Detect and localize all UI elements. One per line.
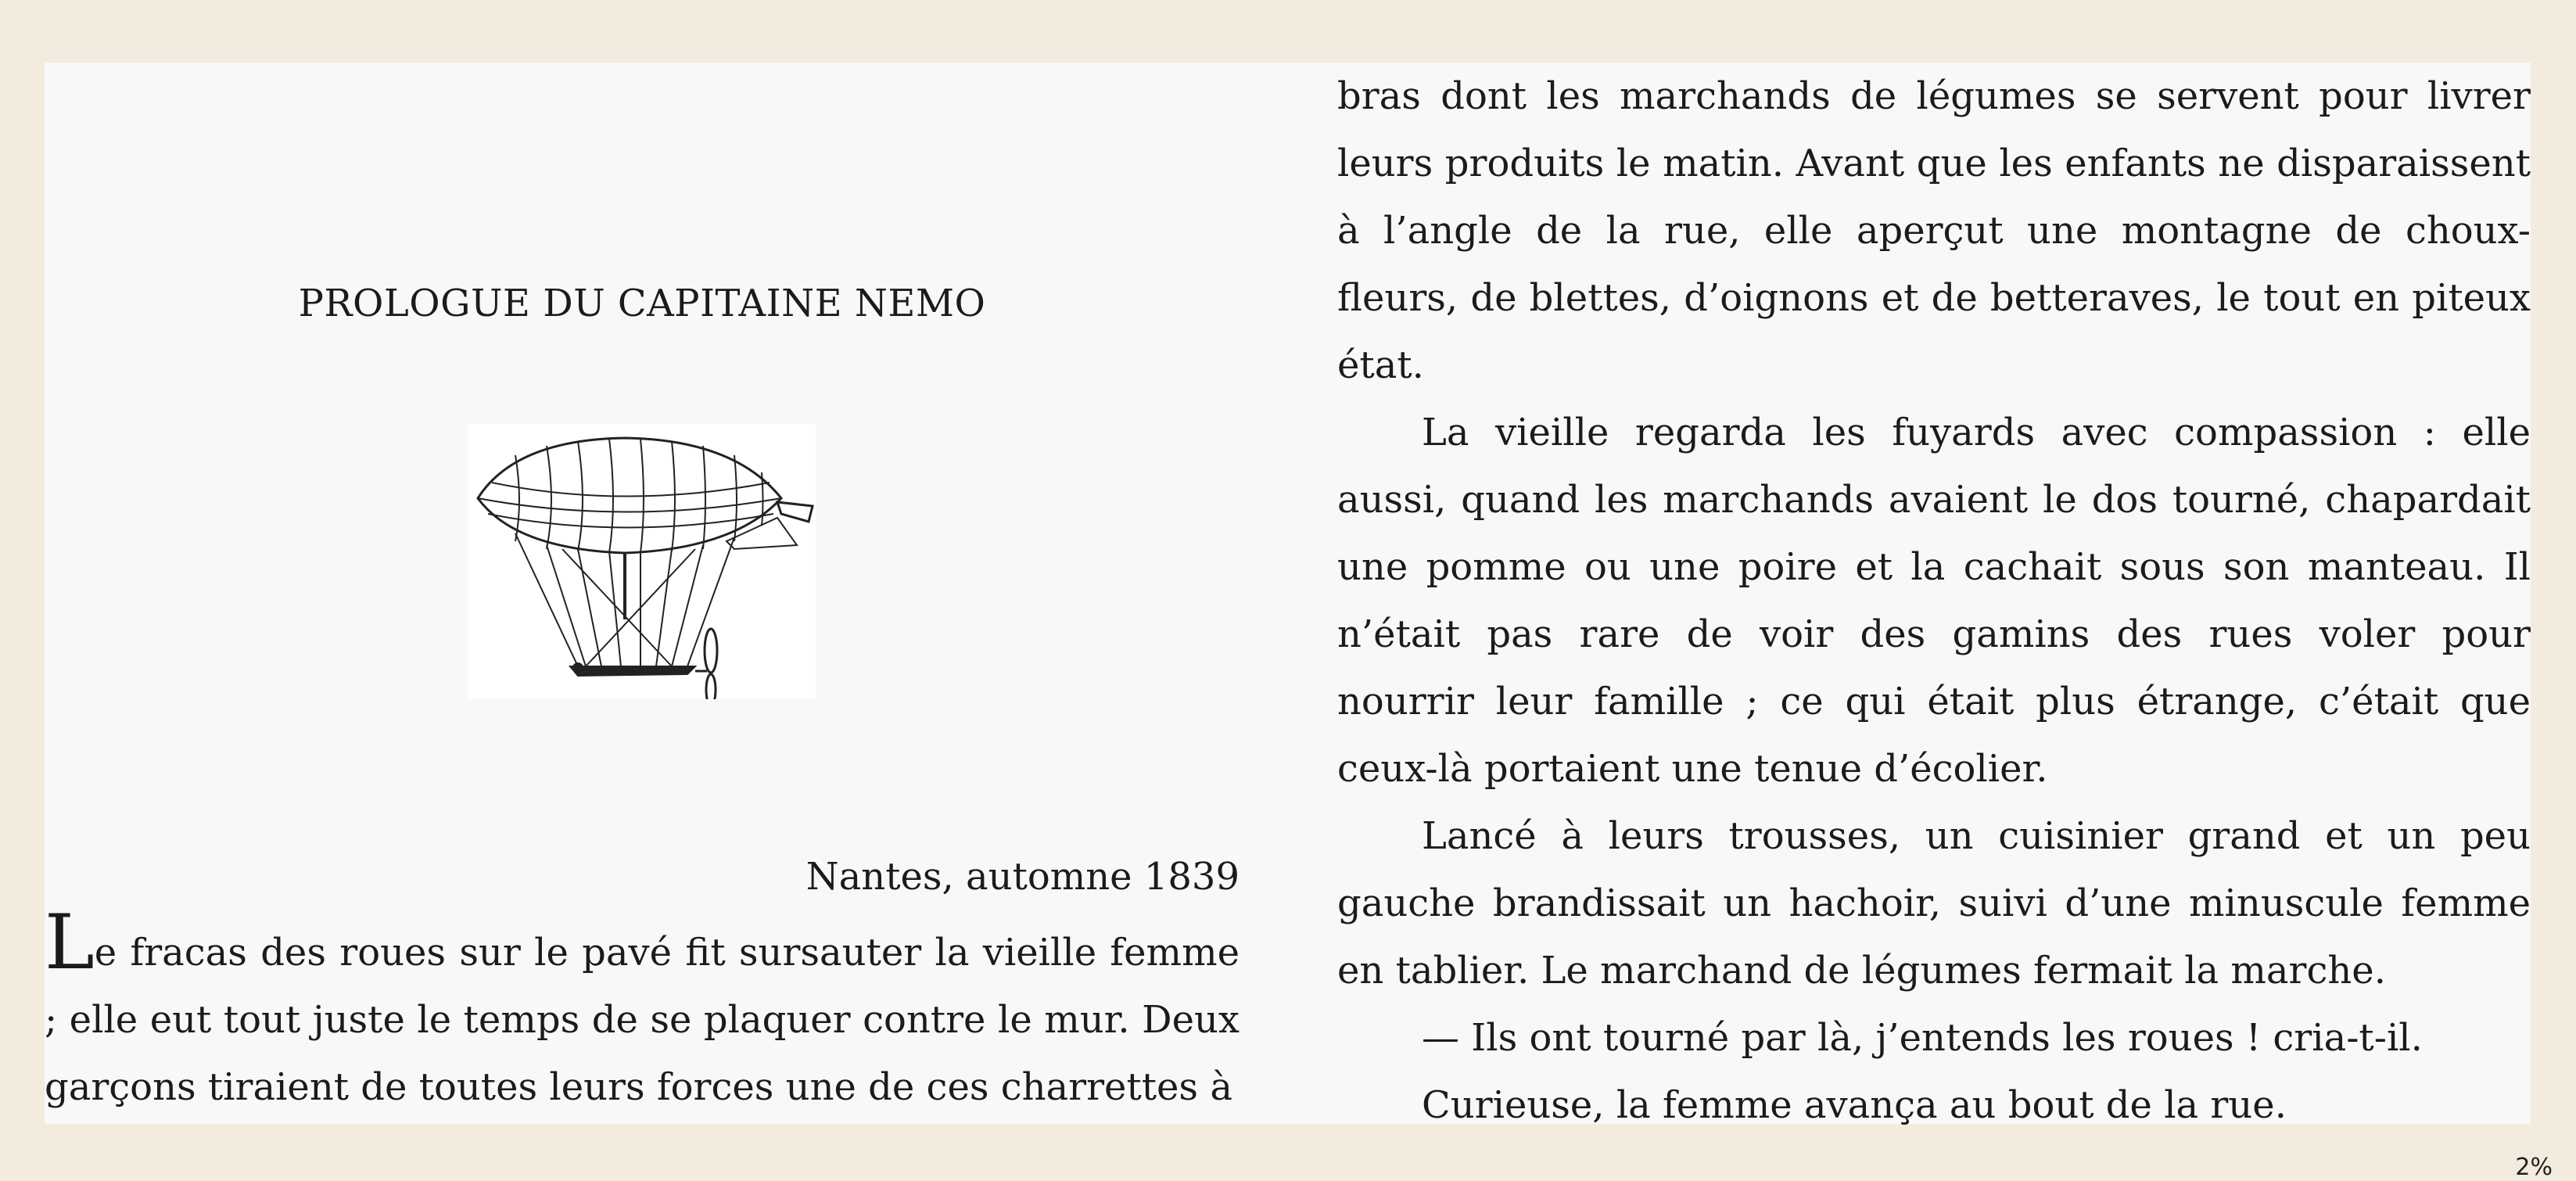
paragraph-continuation: bras dont les marchands de légumes se servent pour livrer leurs produits le matin. Avant que les enfants ne disparaissent à l’angle de la rue, elle aperçut une montagne de choux-fleurs, de blettes, d’oignons et de betteraves, le tout en piteux état. bbox=[1337, 74, 2531, 387]
right-column bbox=[1337, 63, 2531, 1127]
dialogue-line: — Ils ont tourné par là, j’entends les roues ! cria-t-il. bbox=[1422, 1016, 2423, 1060]
chapter-title: PROLOGUE DU CAPITAINE NEMO bbox=[298, 282, 986, 325]
reader-page bbox=[45, 63, 2531, 1127]
paragraph: Curieuse, la femme avança au bout de la rue. bbox=[1422, 1083, 2287, 1127]
airship-illustration bbox=[468, 424, 816, 699]
drop-cap: L bbox=[45, 899, 95, 986]
reading-progress: 2% bbox=[2515, 1154, 2553, 1181]
dateline: Nantes, automne 1839 bbox=[805, 855, 1240, 899]
opening-paragraph-text: e fracas des roues sur le pavé fit sursauter la vieille femme ; elle eut tout juste le temps de se plaquer contre le mur. Deux garçons tiraient de toutes leurs forces une de ces charrettes à bbox=[45, 931, 1240, 1109]
paragraph: Lancé à leurs trousses, un cuisinier grand et un peu gauche brandissait un hachoir, suivi d’une minuscule femme en tablier. Le marchand de légumes fermait la marche. bbox=[1337, 814, 2531, 993]
left-column bbox=[45, 63, 1240, 1124]
paragraph: La vieille regarda les fuyards avec compassion : elle aussi, quand les marchands avaient le dos tourné, chapardait une pomme ou une poire et la cachait sous son manteau. Il n’était pas rare de voir des gamins des rues voler pour nourrir leur famille ; ce qui était plus étrange, c’était que ceux-là portaient une tenue d’écolier. bbox=[1337, 411, 2531, 791]
airship-drawing bbox=[468, 424, 816, 699]
right-text-flow bbox=[1337, 63, 2531, 1139]
opening-paragraph bbox=[45, 899, 1240, 1121]
